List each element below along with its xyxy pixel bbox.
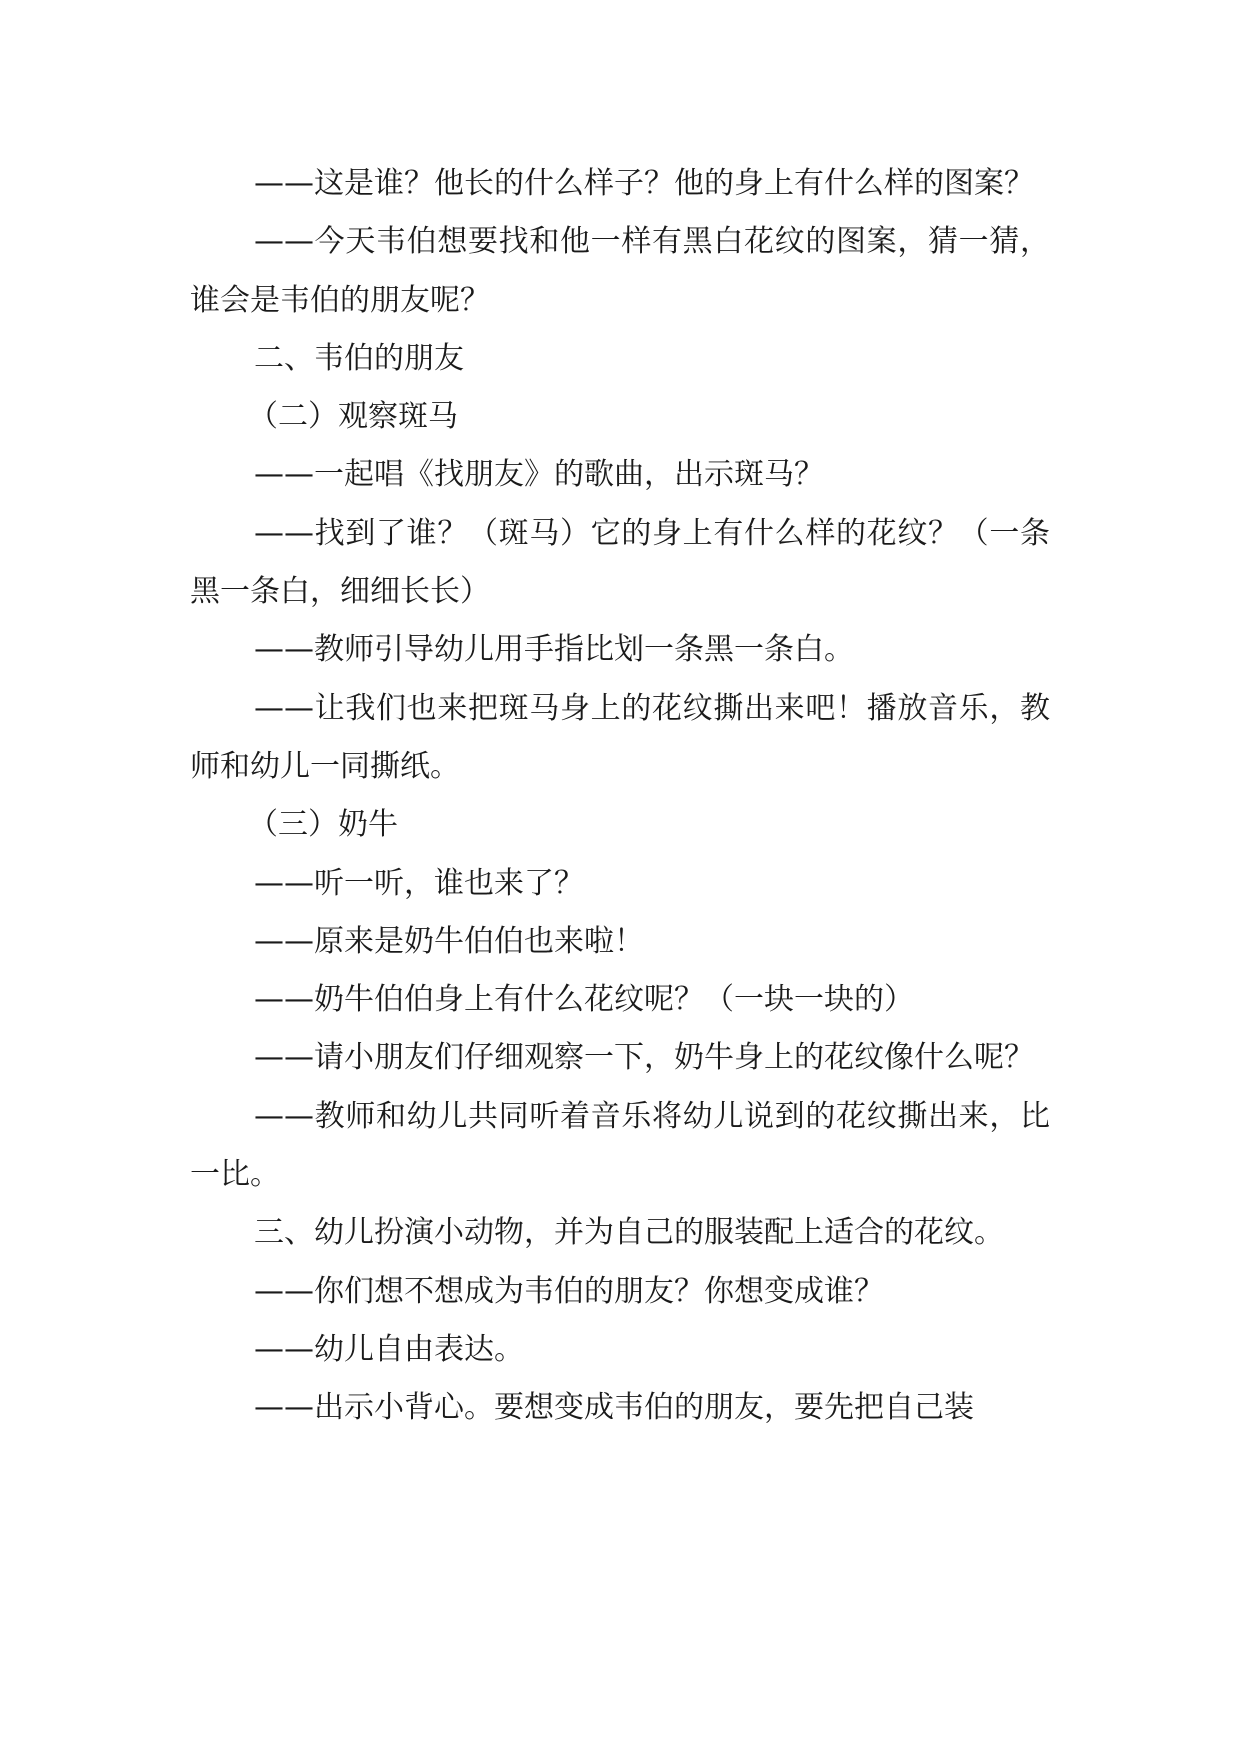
paragraph-zebra-pattern: ——找到了谁？（斑马）它的身上有什么样的花纹？（一条黑一条白，细细长长）: [190, 515, 1050, 610]
subsection-heading-zebra: （二）观察斑马: [248, 399, 458, 435]
paragraph-want-to-be: ——你们想不想成为韦伯的朋友？你想变成谁？: [254, 1273, 884, 1309]
paragraph-show-vest: ——出示小背心。要想变成韦伯的朋友，要先把自己装: [254, 1390, 974, 1426]
paragraph-free-expression: ——幼儿自由表达。: [254, 1331, 524, 1367]
subsection-heading-cow: （三）奶牛: [248, 807, 398, 843]
section-heading-friends: 二、韦伯的朋友: [254, 340, 464, 376]
paragraph-cow-arrives: ——原来是奶牛伯伯也来啦！: [254, 923, 644, 959]
paragraph-tear-compare: ——教师和幼儿共同听着音乐将幼儿说到的花纹撕出来，比一比。: [190, 1098, 1050, 1193]
paragraph-finger-gesture: ——教师引导幼儿用手指比划一条黑一条白。: [254, 632, 854, 668]
paragraph-cow-pattern: ——奶牛伯伯身上有什么花纹呢？（一块一块的）: [254, 982, 914, 1018]
paragraph-tear-paper: ——让我们也来把斑马身上的花纹撕出来吧！播放音乐，教师和幼儿一同撕纸。: [190, 690, 1050, 784]
document-body: [190, 155, 1050, 1438]
paragraph-listen: ——听一听，谁也来了？: [254, 865, 584, 901]
paragraph-guess-friend: ——今天韦伯想要找和他一样有黑白花纹的图案，猜一猜，谁会是韦伯的朋友呢？: [190, 224, 1050, 318]
section-heading-role-play: 三、幼儿扮演小动物，并为自己的服装配上适合的花纹。: [254, 1215, 1004, 1251]
paragraph-sing-song: ——一起唱《找朋友》的歌曲，出示斑马？: [254, 457, 824, 493]
paragraph-observe-cow: ——请小朋友们仔细观察一下，奶牛身上的花纹像什么呢？: [254, 1040, 1034, 1076]
paragraph-question-who: ——这是谁？他长的什么样子？他的身上有什么样的图案？: [254, 166, 1034, 201]
